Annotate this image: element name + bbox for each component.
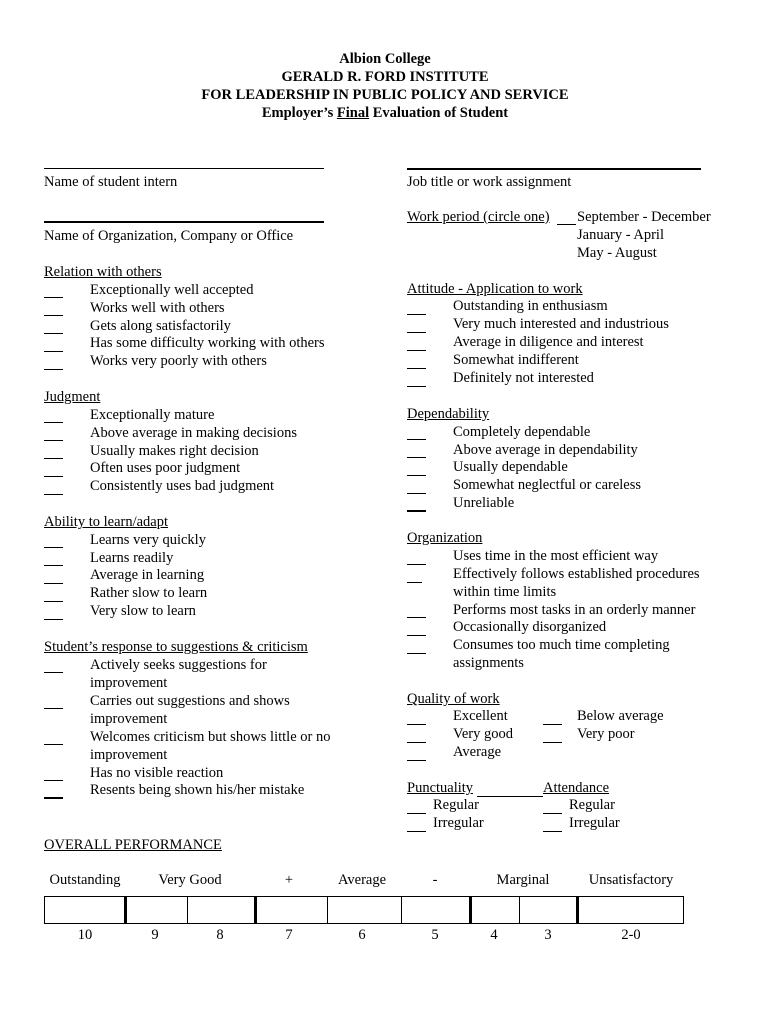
scale-label-outstanding: Outstanding xyxy=(49,872,121,888)
organization-label: Name of Organization, Company or Office xyxy=(44,228,294,244)
organization-option-4: Occasionally disorganized xyxy=(453,619,607,635)
response-option-5: Resents being shown his/her mistake xyxy=(90,782,305,798)
quality-blank-2[interactable] xyxy=(407,742,426,743)
dependability-section-title: Dependability xyxy=(407,406,490,422)
ability-blank-1[interactable] xyxy=(44,547,63,548)
scale-divider xyxy=(254,897,257,923)
ability-section-title: Ability to learn/adapt xyxy=(44,514,169,530)
scale-divider xyxy=(401,897,402,923)
scale-divider xyxy=(469,897,472,923)
ability-blank-5[interactable] xyxy=(44,619,63,620)
institute-subtitle: FOR LEADERSHIP IN PUBLIC POLICY AND SERVICE xyxy=(201,87,569,103)
performance-scale[interactable] xyxy=(44,896,684,924)
response-option-4: Has no visible reaction xyxy=(90,765,224,781)
scale-number: 6 xyxy=(358,927,366,943)
form-title: Employer’s Final Evaluation of Student xyxy=(261,105,509,121)
dependability-blank-4[interactable] xyxy=(407,493,426,494)
scale-number: 8 xyxy=(216,927,224,943)
relation-blank-2[interactable] xyxy=(44,315,63,316)
job-title-line[interactable] xyxy=(407,168,701,170)
attitude-blank-5[interactable] xyxy=(407,386,426,387)
scale-number: 5 xyxy=(431,927,439,943)
attitude-blank-2[interactable] xyxy=(407,332,426,333)
quality-blank-5[interactable] xyxy=(543,742,562,743)
attitude-option-1: Outstanding in enthusiasm xyxy=(453,298,608,314)
attitude-blank-3[interactable] xyxy=(407,350,426,351)
scale-divider xyxy=(187,897,188,923)
work-period-option-1[interactable]: September - December xyxy=(577,209,711,225)
punctuality-option-irregular: Irregular xyxy=(433,815,484,831)
dependability-blank-5[interactable] xyxy=(407,510,426,512)
punctuality-blank-2[interactable] xyxy=(407,831,426,832)
ability-option-2: Learns readily xyxy=(90,550,174,566)
quality-section-title: Quality of work xyxy=(407,691,500,707)
dependability-option-3: Usually dependable xyxy=(453,459,568,475)
scale-label-plus: + xyxy=(284,872,294,888)
work-period-option-2[interactable]: January - April xyxy=(577,227,664,243)
quality-option-excellent: Excellent xyxy=(453,708,508,724)
scale-divider xyxy=(519,897,520,923)
scale-divider xyxy=(124,897,127,923)
form-header xyxy=(0,50,770,122)
quality-option-average: Average xyxy=(453,744,502,760)
attitude-blank-4[interactable] xyxy=(407,368,426,369)
dependability-blank-2[interactable] xyxy=(407,457,426,458)
organization-option-3: Performs most tasks in an orderly manner xyxy=(453,602,696,618)
attendance-section-title: Attendance xyxy=(543,780,610,796)
student-intern-line[interactable] xyxy=(44,168,324,169)
attendance-option-irregular: Irregular xyxy=(569,815,620,831)
ability-blank-4[interactable] xyxy=(44,601,63,602)
ability-blank-2[interactable] xyxy=(44,565,63,566)
relation-section-title: Relation with others xyxy=(44,264,162,280)
organization-section-title: Organization xyxy=(407,530,483,546)
scale-number: 10 xyxy=(77,927,93,943)
organization-option-5: Consumes too much time completing assignments xyxy=(453,637,670,671)
quality-blank-4[interactable] xyxy=(543,724,562,725)
attitude-blank-1[interactable] xyxy=(407,314,426,315)
judgment-section-title: Judgment xyxy=(44,389,101,405)
response-option-1: Actively seeks suggestions for improvement xyxy=(90,657,267,691)
dependability-blank-1[interactable] xyxy=(407,439,426,440)
relation-blank-3[interactable] xyxy=(44,333,63,334)
relation-option-4: Has some difficulty working with others xyxy=(90,335,325,351)
response-blank-2[interactable] xyxy=(44,708,63,709)
relation-option-5: Works very poorly with others xyxy=(90,353,267,369)
punctuality-title-underline xyxy=(477,796,543,797)
ability-option-4: Rather slow to learn xyxy=(90,585,208,601)
overall-performance-title: OVERALL PERFORMANCE xyxy=(44,837,222,853)
attitude-section-title: Attitude - Application to work xyxy=(407,281,583,297)
ability-blank-3[interactable] xyxy=(44,583,63,584)
relation-blank-1[interactable] xyxy=(44,297,63,298)
judgment-blank-5[interactable] xyxy=(44,494,63,495)
response-option-2: Carries out suggestions and shows improvement xyxy=(90,693,290,727)
dependability-option-4: Somewhat neglectful or careless xyxy=(453,477,642,493)
scale-number: 7 xyxy=(285,927,293,943)
attendance-blank-2[interactable] xyxy=(543,831,562,832)
quality-option-very-good: Very good xyxy=(453,726,514,742)
scale-number: 3 xyxy=(544,927,552,943)
organization-blank-2[interactable] xyxy=(407,582,422,583)
punctuality-blank-1[interactable] xyxy=(407,813,426,814)
organization-line[interactable] xyxy=(44,221,324,223)
scale-number: 9 xyxy=(151,927,159,943)
form-title-final: Final xyxy=(336,105,370,121)
relation-option-3: Gets along satisfactorily xyxy=(90,318,231,334)
attitude-option-4: Somewhat indifferent xyxy=(453,352,579,368)
response-option-3: Welcomes criticism but shows little or no improvement xyxy=(90,729,331,763)
scale-label-unsatisfactory: Unsatisfactory xyxy=(588,872,674,888)
quality-blank-1[interactable] xyxy=(407,724,426,725)
attendance-blank-1[interactable] xyxy=(543,813,562,814)
scale-divider xyxy=(327,897,328,923)
attitude-option-2: Very much interested and industrious xyxy=(453,316,669,332)
college-name: Albion College xyxy=(339,51,431,67)
attitude-option-3: Average in diligence and interest xyxy=(453,334,644,350)
quality-option-below-average: Below average xyxy=(577,708,664,724)
judgment-option-5: Consistently uses bad judgment xyxy=(90,478,275,494)
dependability-blank-3[interactable] xyxy=(407,475,426,476)
organization-option-1: Uses time in the most efficient way xyxy=(453,548,659,564)
attitude-option-5: Definitely not interested xyxy=(453,370,594,386)
organization-blank-4[interactable] xyxy=(407,635,426,636)
response-section-title: Student’s response to suggestions & criticism xyxy=(44,639,308,655)
scale-number: 2-0 xyxy=(621,927,641,943)
relation-blank-5[interactable] xyxy=(44,369,63,370)
ability-option-1: Learns very quickly xyxy=(90,532,206,548)
institute-name: GERALD R. FORD INSTITUTE xyxy=(281,69,489,85)
judgment-blank-3[interactable] xyxy=(44,458,63,459)
organization-blank-1[interactable] xyxy=(407,564,426,565)
attendance-option-regular: Regular xyxy=(569,797,615,813)
organization-blank-5[interactable] xyxy=(407,653,426,654)
judgment-option-4: Often uses poor judgment xyxy=(90,460,241,476)
work-period-underline xyxy=(557,224,576,225)
relation-blank-4[interactable] xyxy=(44,351,63,352)
work-period-option-3[interactable]: May - August xyxy=(577,245,657,261)
judgment-option-3: Usually makes right decision xyxy=(90,443,259,459)
punctuality-section-title: Punctuality xyxy=(407,780,474,796)
ability-option-3: Average in learning xyxy=(90,567,205,583)
response-blank-4[interactable] xyxy=(44,780,63,781)
scale-label-minus: - xyxy=(432,872,438,888)
scale-divider xyxy=(576,897,579,923)
judgment-blank-2[interactable] xyxy=(44,440,63,441)
scale-label-marginal: Marginal xyxy=(496,872,550,888)
judgment-blank-4[interactable] xyxy=(44,476,63,477)
work-period-label: Work period (circle one) xyxy=(407,209,550,225)
judgment-blank-1[interactable] xyxy=(44,422,63,423)
dependability-option-1: Completely dependable xyxy=(453,424,591,440)
ability-option-5: Very slow to learn xyxy=(90,603,196,619)
judgment-option-2: Above average in making decisions xyxy=(90,425,297,441)
job-title-label: Job title or work assignment xyxy=(407,174,572,190)
judgment-option-1: Exceptionally mature xyxy=(90,407,215,423)
dependability-option-2: Above average in dependability xyxy=(453,442,638,458)
response-blank-1[interactable] xyxy=(44,672,63,673)
quality-option-very-poor: Very poor xyxy=(577,726,635,742)
scale-label-average: Average xyxy=(337,872,387,888)
punctuality-option-regular: Regular xyxy=(433,797,479,813)
scale-label-very-good: Very Good xyxy=(158,872,222,888)
organization-blank-3[interactable] xyxy=(407,617,426,618)
quality-blank-3[interactable] xyxy=(407,760,426,761)
student-intern-label: Name of student intern xyxy=(44,174,178,190)
relation-option-1: Exceptionally well accepted xyxy=(90,282,254,298)
organization-option-2: Effectively follows established procedures within time limits xyxy=(453,566,700,600)
relation-option-2: Works well with others xyxy=(90,300,225,316)
scale-number: 4 xyxy=(490,927,498,943)
response-blank-3[interactable] xyxy=(44,744,63,745)
response-blank-5[interactable] xyxy=(44,797,63,799)
dependability-option-5: Unreliable xyxy=(453,495,515,511)
